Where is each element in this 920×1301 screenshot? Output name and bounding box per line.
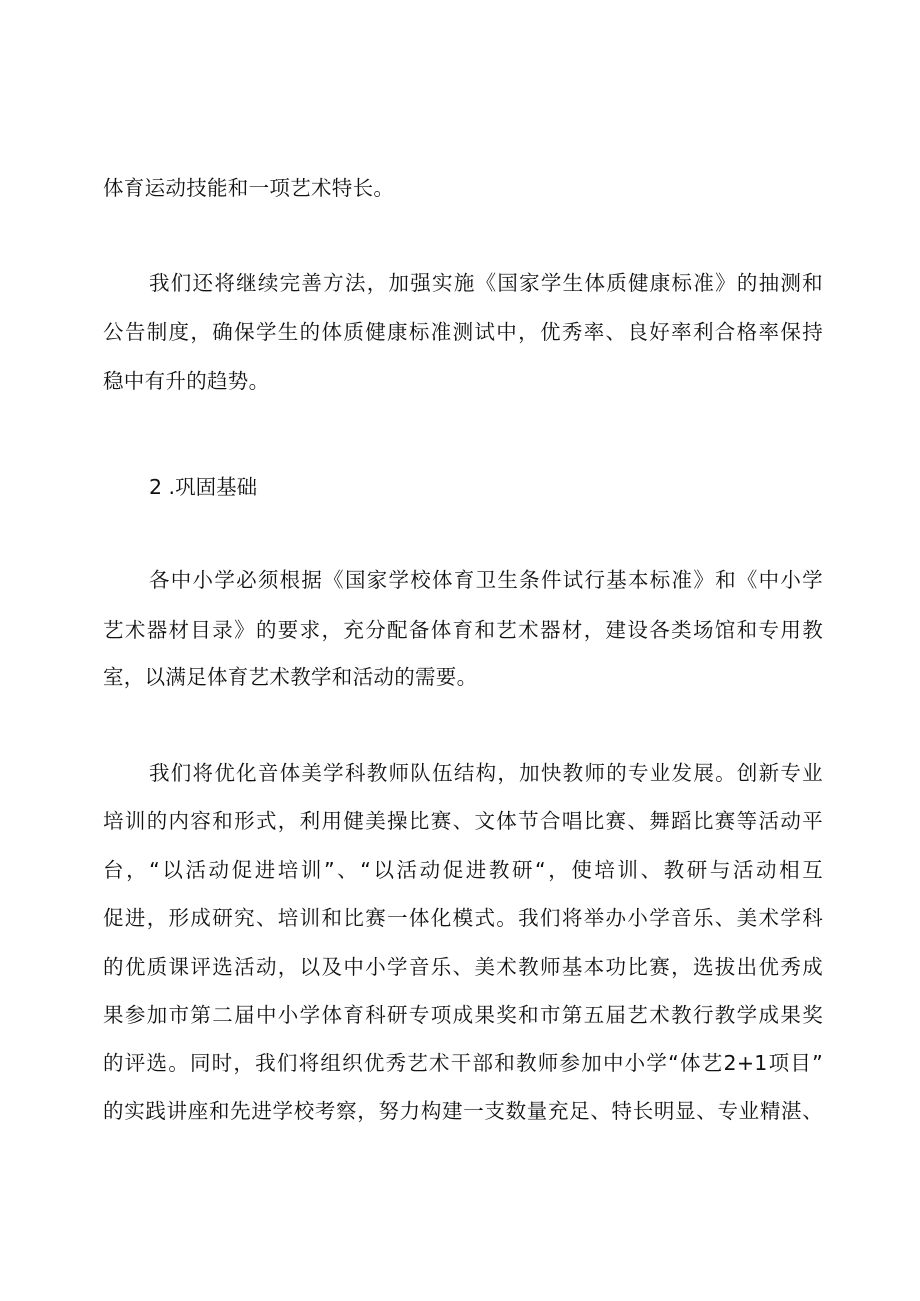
paragraph-line: 的评选。同时，我们将组织优秀艺术干部和教师参加中小学“体艺2+1项目” — [103, 1051, 823, 1075]
paragraph-line: 培训的内容和形式，利用健美操比赛、文体节合唱比赛、舞蹈比赛等活动平 — [103, 809, 823, 833]
paragraph-line: 艺术器材目录》的要求，充分配备体育和艺术器材，建设各类场馆和专用教 — [103, 618, 823, 642]
paragraph-line: 台，“以活动促进培训”、“以活动促进教研“，使培训、教研与活动相互 — [103, 858, 823, 882]
paragraph-line: 的实践讲座和先进学校考察，努力构建一支数量充足、特长明显、专业精湛、 — [103, 1099, 823, 1123]
paragraph-line: 促进，形成研究、培训和比赛一体化模式。我们将举办小学音乐、美术学科 — [103, 906, 823, 930]
paragraph-line: 稳中有升的趋势。 — [103, 369, 270, 393]
section-heading: 2 .巩固基础 — [149, 475, 258, 499]
paragraph-line: 我们还将继续完善方法，加强实施《国家学生体质健康标准》的抽测和 — [149, 271, 823, 295]
paragraph-line: 的优质课评选活动，以及中小学音乐、美术教师基本功比赛，选拔出优秀成 — [103, 955, 823, 979]
paragraph-line: 室，以满足体育艺术教学和活动的需要。 — [103, 665, 478, 689]
paragraph-line: 我们将优化音体美学科教师队伍结构，加快教师的专业发展。创新专业 — [149, 761, 823, 785]
paragraph-line: 体育运动技能和一项艺术特长。 — [103, 176, 395, 200]
paragraph-line: 果参加市第二届中小学体育科研专项成果奖和市第五届艺术教行教学成果奖 — [103, 1003, 823, 1027]
paragraph-line: 公告制度，确保学生的体质健康标准测试中，优秀率、良好率利合格率保持 — [103, 320, 823, 344]
paragraph-line: 各中小学必须根据《国家学校体育卫生条件试行基本标准》和《中小学 — [149, 568, 823, 592]
